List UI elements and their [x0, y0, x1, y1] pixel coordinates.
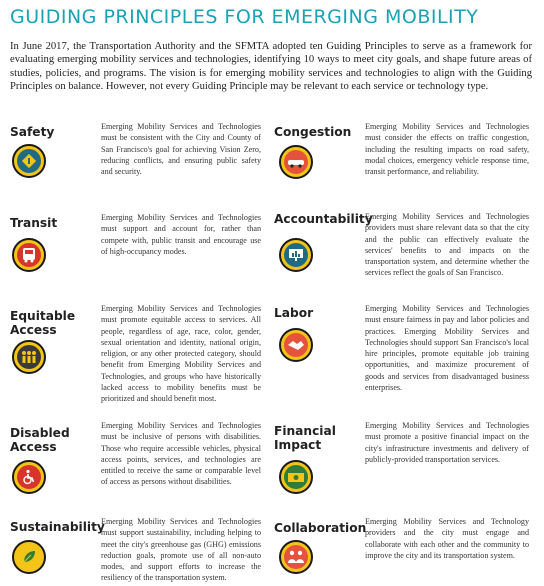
leaf-icon: [12, 540, 46, 574]
principle-name: [10, 309, 76, 337]
principle-name: Safety: [10, 125, 55, 139]
principle-description: Emerging Mobility Services and Technologies must consider the effects on traffic congestion, including the resulting impacts on road safety, modal choices, emergency vehicle response time, transit performance, and reliability.: [365, 122, 529, 177]
page-title: GUIDING PRINCIPLES FOR EMERGING MOBILITY: [10, 6, 479, 28]
chart-presentation-icon: [279, 238, 313, 272]
principle-description: Emerging Mobility Services and Technologies must promote equitable access to services. All people, regardless of age, race, color, gender, sexual orientation and identity, national origin, religion, or any other protected category, should benefit from Emerging Mobility Services and Technologies, and groups who have historically lacked access to mobility benefits must be prioritized and should benefit most.: [101, 304, 261, 404]
wheelchair-icon: [12, 460, 46, 494]
intro-paragraph: In June 2017, the Transportation Authority and the SFMTA adopted ten Guiding Principles to serve as a framework for evaluating emerging mobility services and technologies, identifying 10 ways to meet city goals, and shape future areas of studies, policies, and programs. The vision is for emerging mobility services and technologies to align with the Guiding Principles on balance. However, not every Guiding Principle may be relevant to each service or technology type.: [10, 41, 532, 93]
principle-description: Emerging Mobility Services and Technology providers and the city must engage and collaborate with each other and the community to improve the city and its transportation system.: [365, 517, 529, 560]
handshake-icon: [279, 328, 313, 362]
principle-name: Sustainability: [10, 520, 105, 534]
principle-description: Emerging Mobility Services and Technologies must promote a positive financial impact on the city's infrastructure investments and delivery of publicly-provided transportation services.: [365, 421, 529, 464]
principle-name: Congestion: [274, 125, 352, 139]
money-icon: [279, 460, 313, 494]
principle-name: Accountability: [274, 212, 373, 226]
principle-description: Emerging Mobility Services and Technologies must ensure fairness in pay and labor policies and practices. Emerging Mobility Services and Technologies should support San Francisco's local hire principles, promote equitable job training opportunities, and maximize procurement of goods and services from disadvantaged business enterprises.: [365, 304, 529, 393]
collaboration-people-icon: [279, 540, 313, 574]
principle-name-text: Equitable Access: [10, 309, 76, 337]
people-group-icon: [12, 340, 46, 374]
principle-name: Transit: [10, 216, 58, 230]
principle-description: Emerging Mobility Services and Technologies must be consistent with the City and County of San Francisco's goal for achieving Vision Zero, reducing conflicts, and ensuring public safety and security.: [101, 122, 261, 177]
bus-icon: [12, 238, 46, 272]
principle-name-text: Disabled Access: [10, 426, 70, 454]
traffic-cars-icon: [279, 145, 313, 179]
road-sign-icon: [12, 144, 46, 178]
principle-name: Collaboration: [274, 521, 367, 535]
principle-name: Labor: [274, 306, 314, 320]
principle-description: Emerging Mobility Services and Technologies must support sustainability, including helping to meet the city's greenhouse gas (GHG) emissions reduction goals, promote use of all non-auto modes, and support efforts to increase the resiliency of the transportation system.: [101, 517, 261, 583]
principle-description: Emerging Mobility Services and Technologies providers must share relevant data so that the city and the public can effectively evaluate the services' benefits to and impacts on the transportation system, and determine whether the services reflect the goals of San Francisco.: [365, 212, 529, 278]
principle-name: [10, 426, 70, 454]
principle-description: Emerging Mobility Services and Technologies must support and account for, rather than compete with, public transit and encourage use of high-occupancy modes.: [101, 213, 261, 256]
principle-description: Emerging Mobility Services and Technologies must be inclusive of persons with disabilities. Those who require accessible vehicles, physical access points, services, and technologies are entitled to receive the same or comparable level of access as persons without disabilities.: [101, 421, 261, 487]
principle-name: [274, 424, 334, 452]
principle-name-text: Financial Impact: [274, 424, 336, 452]
